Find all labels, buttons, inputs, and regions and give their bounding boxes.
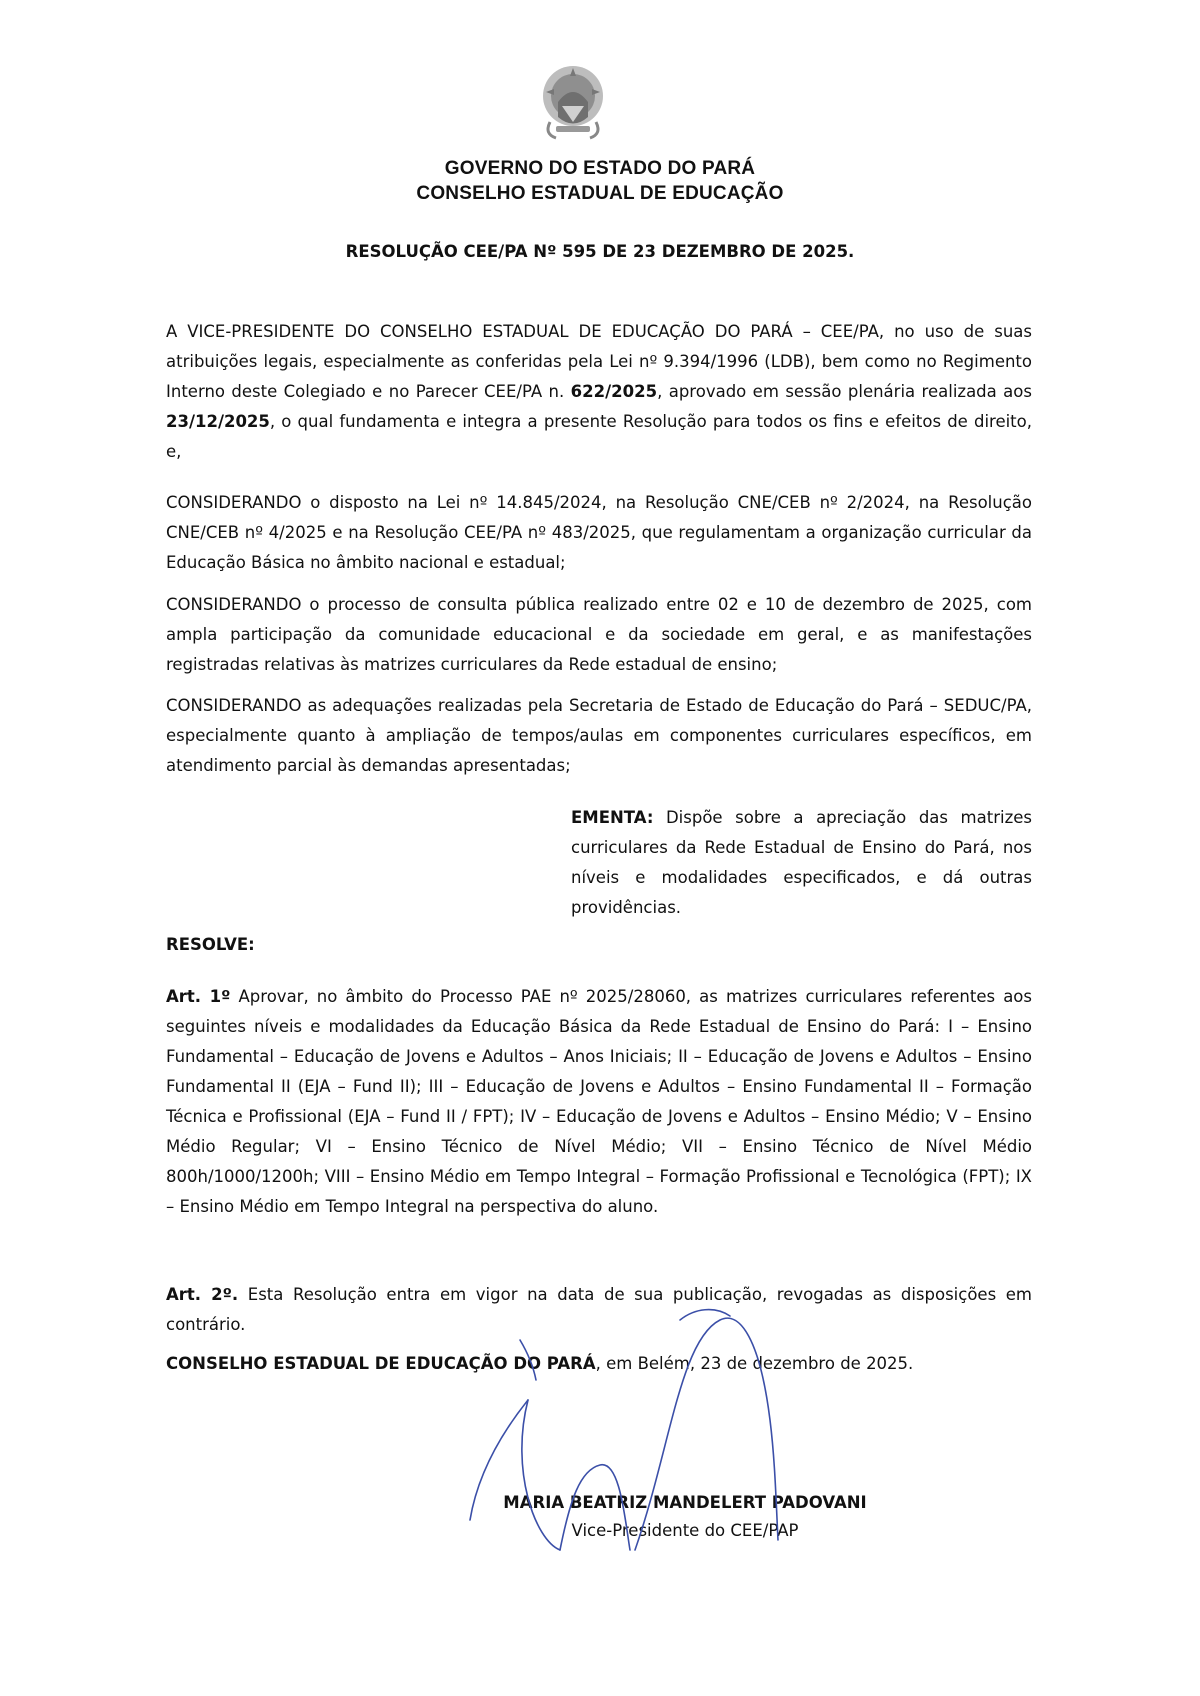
considerando-3: CONSIDERANDO as adequações realizadas pela Secretaria de Estado de Educação do Pará – SEDUC/PA, especialmente quanto à ampliação de tempos/aulas em componentes curriculares específicos, em atendimento parcial às demandas apresentadas;: [166, 696, 1032, 775]
signatory-name: MARIA BEATRIZ MANDELERT PADOVANI: [503, 1493, 867, 1512]
article-2: Art. 2º. Esta Resolução entra em vigor na data de sua publicação, revogadas as disposições em contrário.: [166, 1285, 1032, 1334]
signatory-role: Vice-Presidente do CEE/PAP: [571, 1521, 799, 1540]
considerando-2: CONSIDERANDO o processo de consulta pública realizado entre 02 e 10 de dezembro de 2025, com ampla participação da comunidade educacional e da sociedade em geral, e as manifestações registradas relativas às matrizes curriculares da Rede estadual de ensino;: [166, 595, 1032, 674]
closing-line: CONSELHO ESTADUAL DE EDUCAÇÃO DO PARÁ, em Belém, 23 de dezembro de 2025.: [166, 1354, 914, 1373]
ementa: EMENTA: Dispõe sobre a apreciação das matrizes curriculares da Rede Estadual de Ensino do Pará, nos níveis e modalidades especificados, e dá outras providências.: [571, 808, 1032, 917]
session-date: 23/12/2025: [166, 412, 270, 431]
header-government: GOVERNO DO ESTADO DO PARÁ: [444, 158, 756, 179]
article-2-label: Art. 2º.: [166, 1285, 239, 1304]
resolution-title: RESOLUÇÃO CEE/PA Nº 595 DE 23 DEZEMBRO DE 2025.: [345, 242, 855, 261]
parecer-number: 622/2025: [570, 382, 658, 401]
header-council: CONSELHO ESTADUAL DE EDUCAÇÃO: [416, 183, 784, 204]
article-1-label: Art. 1º: [166, 987, 231, 1006]
article-1: Art. 1º Aprovar, no âmbito do Processo PAE nº 2025/28060, as matrizes curriculares referentes aos seguintes níveis e modalidades da Educação Básica da Rede Estadual de Ensino do Pará: I – Ensino Fundamental – Educação de Jovens e Adultos – Anos Iniciais; II – Educação de Jovens e Adultos – Ensino Fundamental II (EJA – Fund II); III – Educação de Jovens e Adultos – Ensino Fundamental II – Formação Técnica e Profissional (EJA – Fund II / FPT); IV – Educação de Jovens e Adultos – Ensino Médio; V – Ensino Médio Regular; VI – Ensino Técnico de Nível Médio; VII – Ensino Técnico de Nível Médio 800h/1000/1200h; VIII – Ensino Médio em Tempo Integral – Formação Profissional e Tecnológica (FPT); IX – Ensino Médio em Tempo Integral na perspectiva do aluno.: [166, 987, 1032, 1216]
handwritten-signature: [440, 1300, 820, 1560]
considerando-1: CONSIDERANDO o disposto na Lei nº 14.845/2024, na Resolução CNE/CEB nº 2/2024, na Resolução CNE/CEB nº 4/2025 e na Resolução CEE/PA nº 483/2025, que regulamentam a organização curricular da Educação Básica no âmbito nacional e estadual;: [166, 493, 1032, 572]
resolve-heading: RESOLVE:: [166, 935, 255, 954]
preamble-paragraph: A VICE-PRESIDENTE DO CONSELHO ESTADUAL DE EDUCAÇÃO DO PARÁ – CEE/PA, no uso de suas atribuições legais, especialmente as conferidas pela Lei nº 9.394/1996 (LDB), bem como no Regimento Interno deste Colegiado e no Parecer CEE/PA n. 622/2025, aprovado em sessão plenária realizada aos 23/12/2025, o qual fundamenta e integra a presente Resolução para todos os fins e efeitos de direito, e,: [166, 322, 1032, 461]
state-coat-of-arms-icon: [538, 62, 608, 152]
ementa-label: EMENTA:: [571, 808, 654, 827]
